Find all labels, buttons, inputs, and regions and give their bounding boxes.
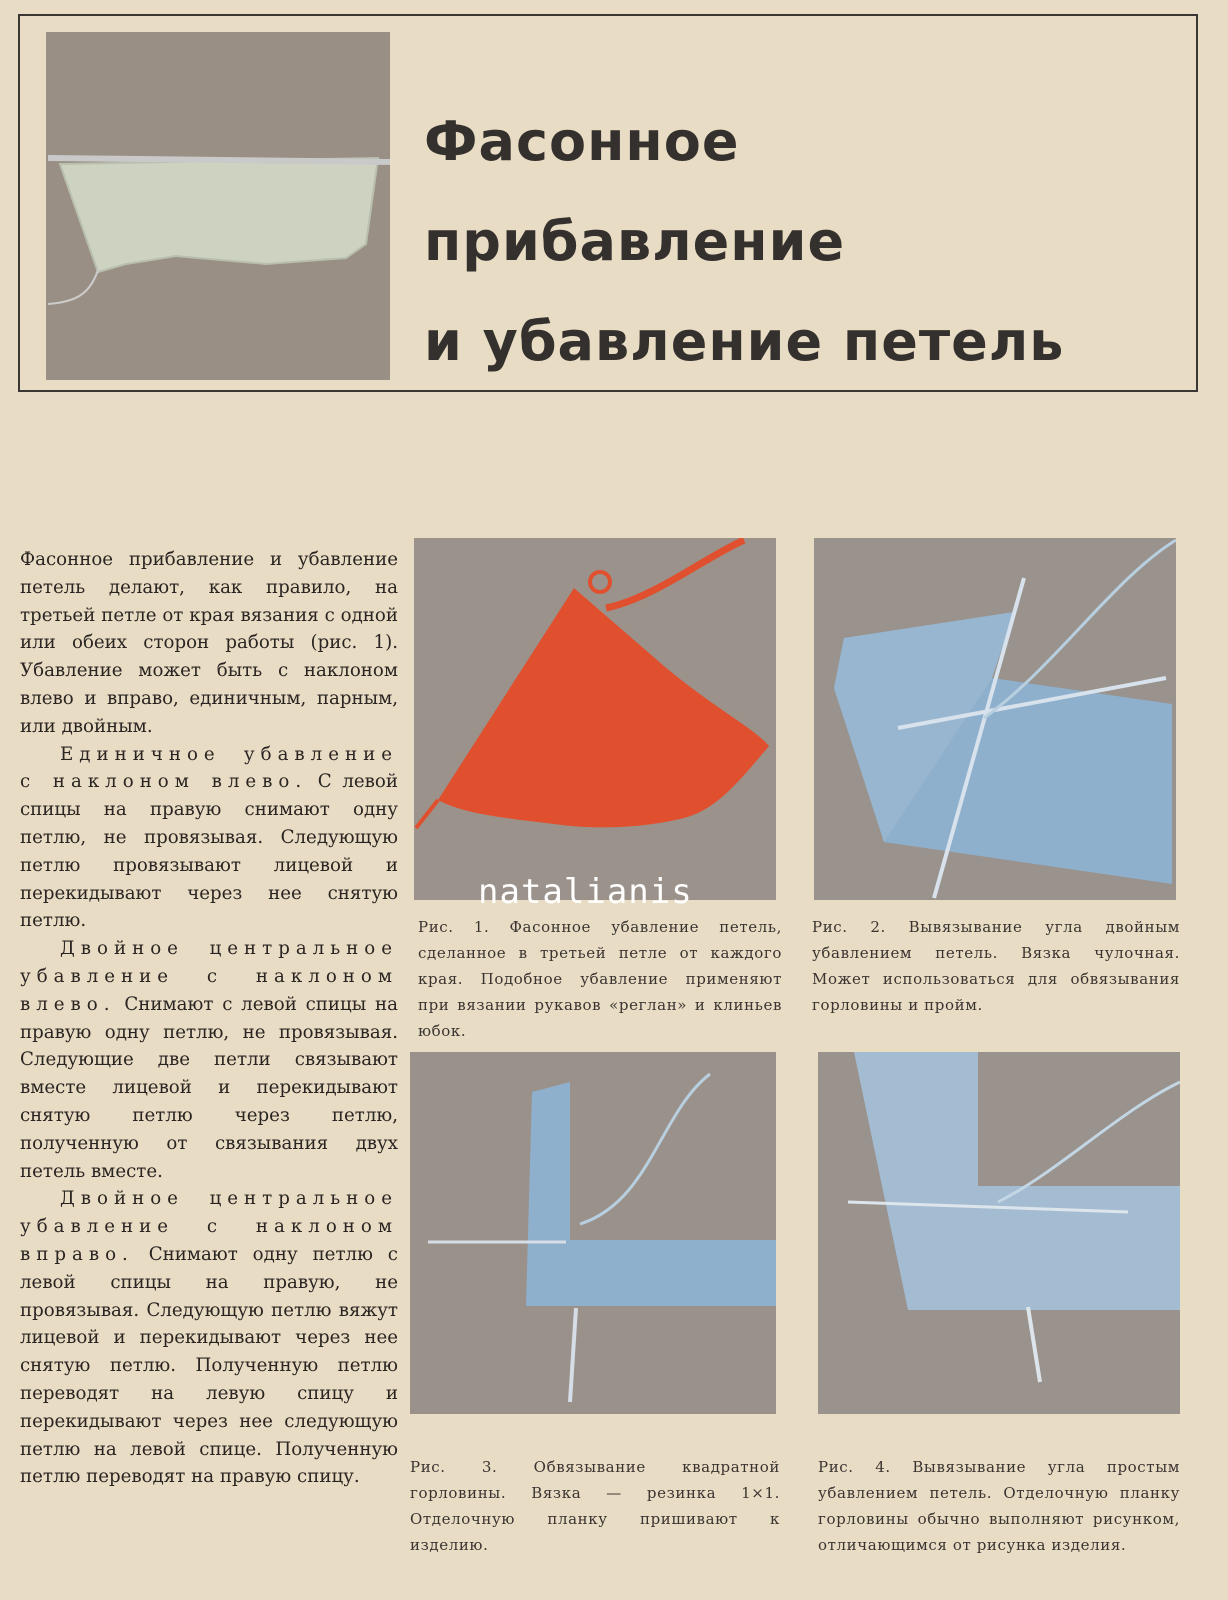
text-double-left: Снимают с левой спицы на правую одну петлю, не провязывая. Следующие две петли связывают вместе лицевой и перекидывают снятую петлю через петлю, полученную от связывания двух петель вместе. <box>20 993 398 1182</box>
figure-3-caption: Рис. 3. Обвязывание квадратной горловины. Вязка — резинка 1×1. Отделочную планку пришивают к изделию. <box>410 1458 780 1554</box>
title-line-2: прибавление <box>424 210 846 273</box>
paragraph-intro: Фасонное прибавление и убавление петель делают, как правило, на третьей петле от края вязания с одной или обеих сторон работы (рис. 1). Убавление может быть с наклоном влево и вправо, единичным, парным, или двойным. <box>20 549 398 737</box>
figure-1-photo <box>414 538 776 900</box>
swatch-photo <box>46 32 390 380</box>
term-single-left: Единичное убавление с наклоном влево. <box>20 743 398 793</box>
title-line-3: и убавление петель <box>424 310 1065 373</box>
term-double-right: Двойное центральное убавление с наклоном вправо. <box>20 1188 398 1265</box>
article-text <box>20 546 398 1491</box>
text-double-right: Снимают одну петлю с левой спицы на правую, не провязывая. Следующую петлю вяжут лицевой и перекидывают через нее снятую петлю. Полученную петлю переводят на левую спицу и перекидывают через нее следующую петлю на левой спице. Полученную петлю переводят на правую спицу. <box>20 1243 398 1488</box>
text-single-left: С левой спицы на правую снимают одну петлю, не провязывая. Следующую петлю провязывают лицевой и перекидывают через нее снятую петлю. <box>20 771 398 932</box>
figure-2-caption: Рис. 2. Вывязывание угла двойным убавлением петель. Вязка чулочная. Может использоваться для обвязывания горловины и пройм. <box>812 918 1180 1014</box>
paragraph-single-left <box>20 741 398 936</box>
figure-4-photo <box>818 1052 1180 1414</box>
title-line-1: Фасонное <box>424 110 740 173</box>
figure-2-photo <box>814 538 1176 900</box>
term-double-left: Двойное центральное убавление с наклоном влево. <box>20 938 398 1015</box>
watermark-text: natalianis <box>478 872 693 912</box>
paragraph-double-left <box>20 935 398 1185</box>
page-title <box>424 92 1184 392</box>
figure-1-caption: Рис. 1. Фасонное убавление петель, сделанное в третьей петле от каждого края. Подобное убавление применяют при вязании рукавов «реглан» и клиньев юбок. <box>418 918 782 1040</box>
figure-4-caption: Рис. 4. Вывязывание угла простым убавлением петель. Отделочную планку горловины обычно выполняют рисунком, отличающимся от рисунка изделия. <box>818 1458 1180 1554</box>
figure-3-photo <box>410 1052 776 1414</box>
paragraph-double-right <box>20 1185 398 1491</box>
